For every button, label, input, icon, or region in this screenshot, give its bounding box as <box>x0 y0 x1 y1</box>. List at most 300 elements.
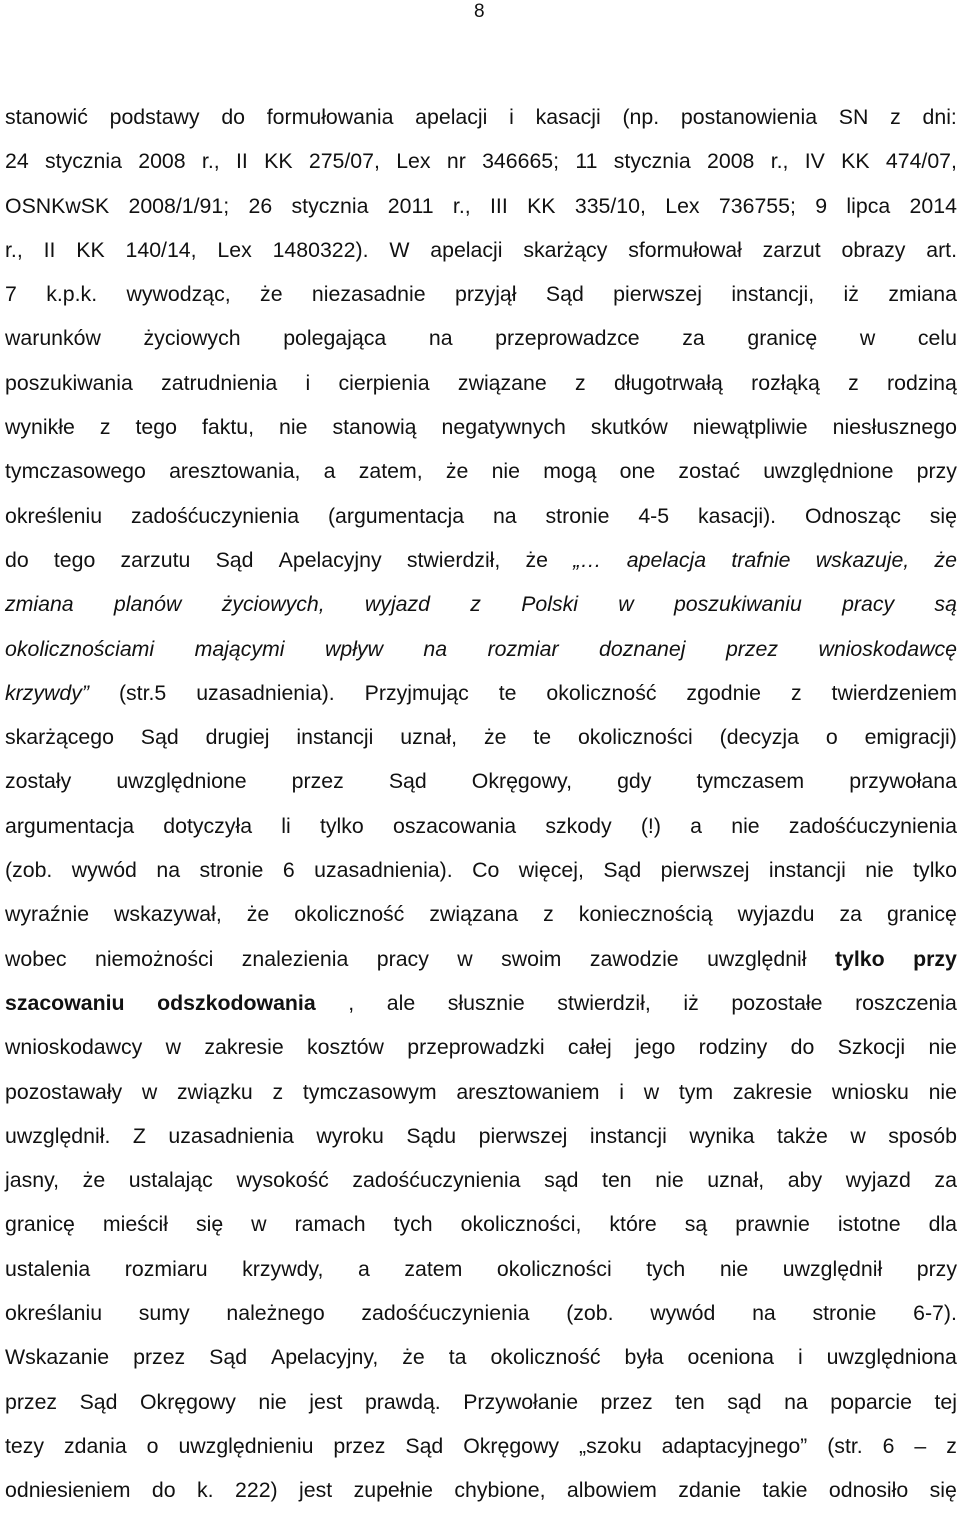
word: aresztowania, <box>169 459 301 484</box>
word: cierpienia <box>338 370 430 395</box>
word: 474/07, <box>885 149 957 174</box>
text-line <box>5 671 957 715</box>
word: stronie <box>199 858 264 883</box>
word: kosztów <box>307 1035 384 1060</box>
word: (zob. <box>566 1301 614 1326</box>
word: Przywołanie <box>463 1389 579 1414</box>
word: r., <box>201 149 220 174</box>
word: dni: <box>922 105 957 129</box>
word: pozostałe <box>731 990 823 1015</box>
word: nie <box>491 459 520 484</box>
word: przy <box>913 946 957 971</box>
word: związku <box>177 1079 253 1104</box>
word: OSNKwSK <box>5 193 110 218</box>
word: są <box>934 592 957 617</box>
word: r., <box>452 193 471 218</box>
word: odszkodowania <box>157 990 316 1015</box>
text-line <box>5 494 957 538</box>
word: rozłąką <box>751 370 820 395</box>
word: wyroku <box>316 1123 384 1148</box>
word: niesłusznego <box>832 415 957 440</box>
word: stanowią <box>332 415 417 440</box>
word: rodziny <box>698 1035 768 1060</box>
word: albowiem <box>566 1478 657 1503</box>
word: 346665; <box>482 149 560 174</box>
word: zostały <box>5 769 72 794</box>
text-line <box>5 538 957 582</box>
word: 26 <box>248 193 273 218</box>
word: w <box>457 946 473 971</box>
word: te <box>498 680 517 705</box>
word: jest <box>299 1478 333 1503</box>
word: III <box>490 193 508 218</box>
word: przez <box>5 1389 58 1414</box>
word: życiowych <box>143 326 241 351</box>
word: poszukiwania <box>5 370 133 395</box>
document-body <box>5 95 957 1513</box>
word: SN <box>838 105 869 129</box>
word: 24 <box>5 149 29 174</box>
text-line <box>5 1335 957 1379</box>
word: uzasadnienia <box>168 1123 294 1148</box>
word: Sąd <box>405 1433 444 1458</box>
word: granicę <box>5 1212 75 1237</box>
text-line <box>5 981 957 1025</box>
word: krzywdy” <box>5 680 90 705</box>
word: z <box>946 1433 957 1458</box>
word: pierwszej <box>660 858 750 883</box>
word: KK <box>264 149 293 174</box>
word: uwzględniona <box>826 1345 957 1370</box>
word: zadośćuczynienia <box>130 503 300 528</box>
word: adaptacyjnego” <box>661 1433 808 1458</box>
word: przeprowadzce <box>495 326 640 351</box>
word: instancji <box>589 1123 667 1148</box>
word: tylko <box>319 813 364 838</box>
word: (str. <box>827 1433 863 1458</box>
word: że <box>246 902 270 927</box>
word: Sąd <box>140 725 179 750</box>
word: tylko <box>834 946 885 971</box>
text-line <box>5 139 957 183</box>
word: 2014 <box>909 193 957 218</box>
word: ale <box>386 990 416 1015</box>
word: rodziną <box>887 370 957 395</box>
text-line <box>5 1070 957 1114</box>
text-line <box>5 361 957 405</box>
word: na <box>752 1301 776 1326</box>
word: że <box>402 1345 425 1370</box>
text-line <box>5 627 957 671</box>
word: 4-5 <box>638 503 670 528</box>
word: okolicznościami <box>5 636 155 661</box>
word: trafnie <box>731 547 791 572</box>
word: związana <box>429 902 519 927</box>
word: nie <box>731 813 760 838</box>
word: przeprowadzki <box>407 1035 545 1060</box>
word: formułowania <box>266 105 394 129</box>
word: w <box>141 1079 158 1104</box>
word: 7 <box>5 282 17 307</box>
word: (decyzja <box>719 725 799 750</box>
word: Przyjmując <box>364 680 469 705</box>
word: w <box>251 1212 267 1237</box>
word: do <box>5 547 29 572</box>
word: II <box>43 237 56 262</box>
word: zawodzie <box>589 946 679 971</box>
word: Sąd <box>79 1389 118 1414</box>
word: stronie <box>545 503 610 528</box>
word: więcej, <box>518 858 584 883</box>
word: , <box>348 990 355 1015</box>
word: okoliczności <box>496 1256 612 1281</box>
word: jest <box>309 1389 343 1414</box>
word: r., <box>5 237 23 262</box>
word: skarżącego <box>5 725 114 750</box>
word: skutków <box>590 415 668 440</box>
word: jego <box>635 1035 676 1060</box>
word: istotne <box>837 1212 901 1237</box>
word: kasacji <box>535 105 601 129</box>
word: z <box>470 592 481 617</box>
word: wnioskodawcę <box>818 636 957 661</box>
word: obrazy <box>841 237 906 262</box>
word: okoliczność <box>490 1345 601 1370</box>
word: przyjął <box>454 282 517 307</box>
word: szacowaniu <box>5 990 125 1015</box>
word: wpływ <box>324 636 383 661</box>
word: 2008/1/91; <box>128 193 230 218</box>
word: Okręgowy <box>463 1433 560 1458</box>
word: granicę <box>747 326 818 351</box>
word: 736755; <box>718 193 796 218</box>
word: długotrwałą <box>613 370 723 395</box>
word: z <box>848 370 859 395</box>
word: wskazywał, <box>114 902 222 927</box>
word: się <box>929 1478 957 1503</box>
word: ustalając <box>128 1168 213 1193</box>
word: i <box>509 105 514 129</box>
word: z <box>543 902 554 927</box>
word: i <box>305 370 311 395</box>
word: o <box>146 1433 159 1458</box>
word: tego <box>135 415 177 440</box>
word: Szkocji <box>837 1035 906 1060</box>
word: prawnie <box>735 1212 810 1237</box>
word: życiowych, <box>221 592 325 617</box>
word: niemożności <box>94 946 214 971</box>
word: zmiana <box>888 282 957 307</box>
word: wyjazdu <box>737 902 815 927</box>
text-line <box>5 1291 957 1335</box>
text-line <box>5 937 957 981</box>
word: – <box>914 1433 927 1458</box>
word: tymczasowym <box>302 1079 437 1104</box>
word: uwzględnił. <box>5 1123 111 1148</box>
word: stwierdził, <box>557 990 651 1015</box>
word: te <box>533 725 552 750</box>
word: apelacji <box>415 105 488 129</box>
word: przez <box>600 1389 653 1414</box>
word: „szoku <box>578 1433 642 1458</box>
page-number: 8 <box>474 1 485 22</box>
word: na <box>423 636 448 661</box>
word: że <box>82 1168 106 1193</box>
word: nie <box>865 858 894 883</box>
word: Wskazanie <box>5 1345 110 1370</box>
word: przez <box>291 769 344 794</box>
word: instancji, <box>731 282 815 307</box>
word: zakresie <box>732 1079 813 1104</box>
word: mogą <box>543 459 597 484</box>
word: jasny, <box>5 1168 60 1193</box>
word: rozmiar <box>487 636 559 661</box>
word: ten <box>602 1168 632 1193</box>
word: li <box>281 813 291 838</box>
word: granicę <box>887 902 957 927</box>
word: Sąd <box>215 547 254 572</box>
word: mającymi <box>194 636 285 661</box>
text-line <box>5 892 957 936</box>
word: pracy <box>376 946 429 971</box>
word: kasacji). <box>697 503 777 528</box>
word: a <box>357 1256 370 1281</box>
word: a <box>323 459 336 484</box>
word: (str.5 <box>118 680 167 705</box>
word: r., <box>770 149 789 174</box>
text-line <box>5 184 957 228</box>
word: okoliczność <box>546 680 657 705</box>
word: oceniona <box>687 1345 774 1370</box>
word: zadośćuczynienia <box>788 813 957 838</box>
word: wynika <box>689 1123 755 1148</box>
word: za <box>934 1168 957 1193</box>
word: stycznia <box>45 149 122 174</box>
word: polegająca <box>283 326 387 351</box>
word: wywodząc, <box>126 282 231 307</box>
text-line <box>5 316 957 360</box>
word: 335/10, <box>574 193 646 218</box>
word: zostać <box>678 459 740 484</box>
word: nie <box>719 1256 749 1281</box>
word: aresztowaniem <box>456 1079 600 1104</box>
word: na <box>784 1389 808 1414</box>
word: apelacja <box>626 547 707 572</box>
word: „… <box>573 547 602 572</box>
word: 2008 <box>138 149 186 174</box>
word: wyjazd <box>845 1168 911 1193</box>
word: KK <box>76 237 105 262</box>
word: 222) <box>235 1478 278 1503</box>
word: tylko <box>913 858 957 883</box>
word: Lex <box>665 193 700 218</box>
word: znalezienia <box>241 946 349 971</box>
word: skarżący <box>523 237 608 262</box>
word: ustalenia <box>5 1256 91 1281</box>
word: negatywnych <box>441 415 566 440</box>
word: koniecznością <box>578 902 713 927</box>
word: uzasadnienia). <box>314 858 453 883</box>
word: uwzględnione <box>763 459 894 484</box>
word: przywołana <box>849 769 957 794</box>
word: Odnosząc <box>804 503 901 528</box>
word: zatem <box>404 1256 463 1281</box>
text-line <box>5 272 957 316</box>
word: do <box>221 105 246 129</box>
word: zatem, <box>358 459 423 484</box>
word: także <box>776 1123 828 1148</box>
word: przez <box>333 1433 386 1458</box>
text-line <box>5 1424 957 1468</box>
text-line <box>5 405 957 449</box>
word: słusznie <box>447 990 525 1015</box>
word: należnego <box>226 1301 325 1326</box>
word: uwzględnił <box>782 1256 883 1281</box>
word: w <box>859 326 876 351</box>
word: odniesieniem <box>5 1478 131 1503</box>
text-line <box>5 1158 957 1202</box>
word: z <box>575 370 586 395</box>
word: gdy <box>617 769 652 794</box>
word: 9 <box>815 193 828 218</box>
word: Polski <box>521 592 579 617</box>
word: Okręgowy <box>139 1389 236 1414</box>
word: z <box>790 680 802 705</box>
word: iż <box>683 990 699 1015</box>
word: Apelacyjny <box>278 547 382 572</box>
word: stycznia <box>291 193 369 218</box>
text-line <box>5 715 957 759</box>
word: za <box>682 326 705 351</box>
word: na <box>428 326 453 351</box>
word: w <box>165 1035 182 1060</box>
word: zarzut <box>762 237 821 262</box>
word: tym <box>678 1079 714 1104</box>
word: KK <box>841 149 870 174</box>
word: roszczenia <box>855 990 957 1015</box>
word: Sąd <box>545 282 584 307</box>
text-line <box>5 1247 957 1291</box>
word: całej <box>567 1035 612 1060</box>
word: faktu, <box>201 415 255 440</box>
word: pierwszej <box>613 282 702 307</box>
word: Okręgowy, <box>471 769 572 794</box>
word: tezy <box>5 1433 45 1458</box>
word: stronie <box>812 1301 877 1326</box>
word: za <box>839 902 863 927</box>
word: aby <box>787 1168 823 1193</box>
word: do <box>151 1478 176 1503</box>
word: zadośćuczynienia <box>352 1168 521 1193</box>
word: a <box>690 813 703 838</box>
word: 6 <box>882 1433 895 1458</box>
word: lipca <box>846 193 891 218</box>
word: uznał, <box>400 725 458 750</box>
word: się <box>195 1212 224 1237</box>
word: na <box>492 503 517 528</box>
text-line <box>5 582 957 626</box>
word: poszukiwaniu <box>673 592 802 617</box>
word: Sąd <box>603 858 642 883</box>
word: doznanej <box>599 636 686 661</box>
word: się <box>929 503 957 528</box>
word: tych <box>646 1256 686 1281</box>
word: 275/07, <box>308 149 380 174</box>
word: uwzględnił <box>707 946 807 971</box>
word: postanowienia <box>680 105 818 129</box>
word: Lex <box>396 149 431 174</box>
word: 140/14, <box>125 237 197 262</box>
word: wobec <box>5 946 67 971</box>
word: uwzględnieniu <box>178 1433 314 1458</box>
word: zadośćuczynienia <box>361 1301 530 1326</box>
word: wskazuje, <box>815 547 910 572</box>
word: prawdą. <box>364 1389 441 1414</box>
word: są <box>684 1212 708 1237</box>
word: sąd <box>727 1389 762 1414</box>
word: Sąd <box>209 1345 248 1370</box>
word: (zob. <box>5 858 53 883</box>
word: okoliczności <box>577 725 693 750</box>
word: okoliczność <box>294 902 405 927</box>
word: wywód <box>71 858 137 883</box>
word: szkody <box>545 813 612 838</box>
text-line <box>5 449 957 493</box>
word: nr <box>446 149 466 174</box>
word: argumentacja <box>5 813 135 838</box>
word: Lex <box>217 237 252 262</box>
word: 6 <box>282 858 295 883</box>
word: art. <box>926 237 957 262</box>
word: nie <box>928 1079 957 1104</box>
text-line <box>5 759 957 803</box>
word: przy <box>916 459 957 484</box>
word: Z <box>132 1123 146 1148</box>
word: zdanie <box>678 1478 742 1503</box>
word: niezasadnie <box>311 282 426 307</box>
word: drugiej <box>205 725 270 750</box>
word: nie <box>258 1389 287 1414</box>
word: ten <box>675 1389 705 1414</box>
word: wyjazd <box>364 592 431 617</box>
word: wysokość <box>236 1168 329 1193</box>
word: tymczasem <box>696 769 805 794</box>
word: ramach <box>294 1212 366 1237</box>
word: stycznia <box>613 149 691 174</box>
word: wywód <box>650 1301 716 1326</box>
word: wnioskodawcy <box>5 1035 143 1060</box>
word: chybione, <box>454 1478 546 1503</box>
word: sąd <box>544 1168 579 1193</box>
word: warunków <box>5 326 101 351</box>
word: w <box>643 1079 660 1104</box>
word: określeniu <box>5 503 103 528</box>
word: poparcie <box>830 1389 912 1414</box>
word: k. <box>197 1478 214 1503</box>
word: stwierdził, <box>406 547 501 572</box>
word: one <box>619 459 656 484</box>
word: celu <box>917 326 957 351</box>
text-line <box>5 1468 957 1512</box>
word: Co <box>472 858 500 883</box>
word: (argumentacja <box>327 503 465 528</box>
word: ta <box>448 1345 467 1370</box>
text-line <box>5 1380 957 1424</box>
word: i <box>797 1345 803 1370</box>
word: Sąd <box>388 769 427 794</box>
word: była <box>624 1345 664 1370</box>
word: rozmiaru <box>124 1256 208 1281</box>
